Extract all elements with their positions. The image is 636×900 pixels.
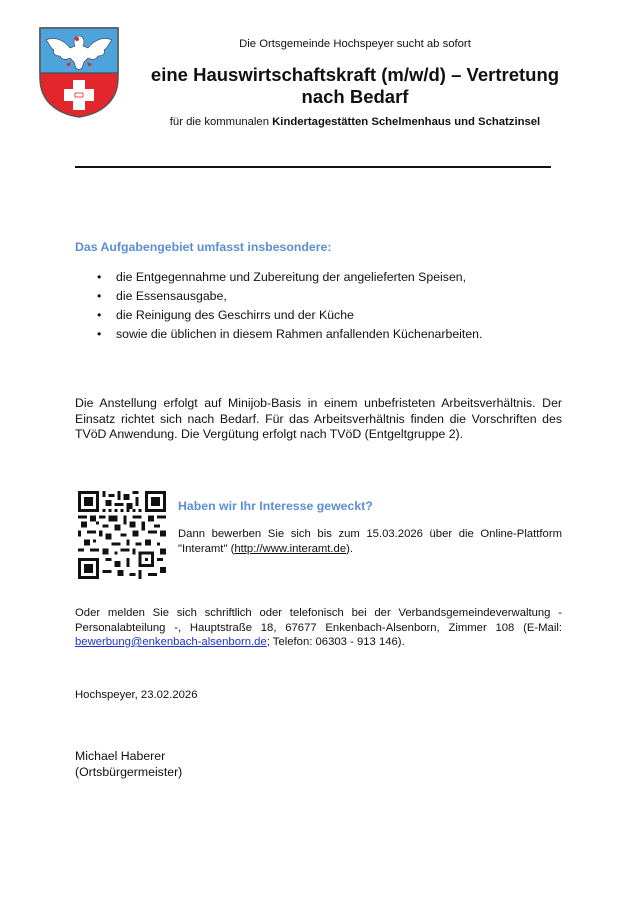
subtitle — [130, 116, 580, 128]
bullet-icon: • — [97, 308, 102, 322]
list-item-text: sowie die üblichen in diesem Rahmen anfallenden Küchenarbeiten. — [116, 327, 483, 341]
signature-block — [75, 749, 182, 780]
list-item-text: die Essensausgabe, — [116, 289, 227, 303]
contact-phone-text: ; Telefon: 06303 - 913 146). — [266, 636, 405, 648]
email-link[interactable]: bewerbung@enkenbach-alsenborn.de — [75, 636, 267, 648]
signer-name: Michael Haberer — [75, 749, 166, 763]
bullet-icon: • — [97, 327, 102, 341]
employment-terms: Die Anstellung erfolgt auf Minijob-Basis in einem unbefristeten Arbeitsverhältnis. Der Einsatz richtet sich nach Bedarf. Für das Arbeitsverhältnis finden die Vorschriften des TVöD Anwendung. Die Vergütung erfolgt nach TVöD (Entgeltgruppe 2). — [75, 396, 562, 441]
list-item-text: die Entgegennahme und Zubereitung der angelieferten Speisen, — [116, 270, 467, 284]
subtitle-prefix: für die kommunalen — [169, 116, 273, 128]
signer-role: (Ortsbürgermeister) — [75, 764, 183, 779]
application-info — [178, 527, 562, 556]
list-item — [97, 306, 482, 325]
interamt-link[interactable]: http://www.interamt.de — [234, 542, 347, 555]
intro-text: Die Ortsgemeinde Hochspeyer sucht ab sofort — [239, 38, 471, 50]
contact-text: Oder melden Sie sich schriftlich oder telefonisch bei der Verbandsgemeindeverwaltung - Personalabteilung -, Hauptstraße 18, 67677 Enkenbach-Alsenborn, Zimmer 108 (E-Mail: — [75, 607, 562, 634]
application-text: Dann bewerben Sie sich bis zum 15.03.2026 über die Online-Plattform "Interamt" ( — [178, 528, 562, 555]
subtitle-facilities: Kindertagestätten Schelmenhaus und Schatzinsel — [272, 116, 541, 128]
list-item — [97, 268, 482, 287]
interest-heading: Haben wir Ihr Interesse geweckt? — [178, 499, 373, 513]
qr-code-icon[interactable] — [78, 491, 166, 579]
horizontal-divider — [75, 166, 551, 168]
list-item-text: die Reinigung des Geschirrs und der Küche — [116, 308, 354, 322]
coat-of-arms-icon — [38, 26, 120, 118]
job-title-line-2: nach Bedarf — [301, 86, 409, 107]
place-and-date: Hochspeyer, 23.02.2026 — [75, 689, 198, 701]
list-item — [97, 287, 482, 306]
bullet-icon: • — [97, 289, 102, 303]
tasks-list — [97, 268, 482, 344]
contact-info — [75, 606, 562, 650]
job-title-line-1: eine Hauswirtschaftskraft (m/w/d) – Vertretung — [150, 64, 560, 85]
tasks-heading: Das Aufgabengebiet umfasst insbesondere: — [75, 240, 332, 254]
list-item — [97, 325, 482, 344]
bullet-icon: • — [97, 270, 102, 284]
application-text-end: ). — [346, 542, 354, 555]
job-title — [130, 64, 580, 108]
